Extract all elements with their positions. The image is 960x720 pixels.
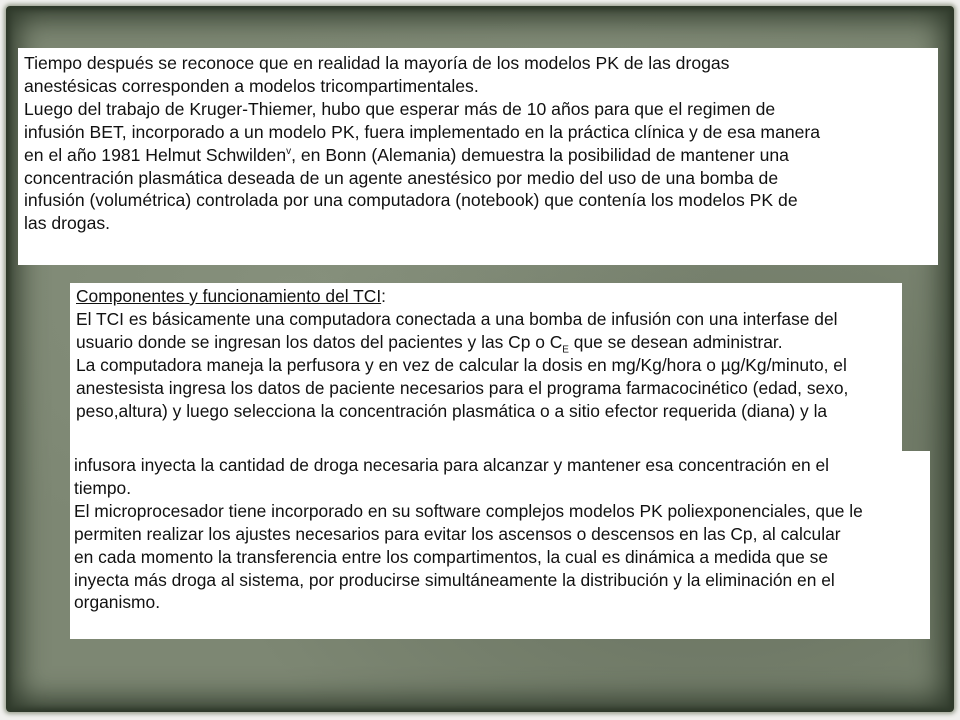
paragraph-tci-text-b: que se desean administrar. bbox=[568, 331, 783, 352]
text-panel-microprocessor bbox=[70, 451, 930, 639]
section-heading-line bbox=[76, 285, 898, 308]
paragraph-tci-text-a: El TCI es básicamente una computadora conectada a una bomba de infusión con una interfase del usuario donde se ingresan los datos del pacientes y las Cp o C bbox=[76, 308, 838, 352]
paragraph-infusion-continuation: infusora inyecta la cantidad de droga necesaria para alcanzar y mantener esa concentración en el tiempo. bbox=[74, 455, 830, 498]
section-heading: Componentes y funcionamiento del TCI bbox=[76, 286, 382, 306]
footnote-superscript: v bbox=[286, 145, 292, 157]
paragraph-tci-definition bbox=[76, 308, 898, 354]
section-heading-colon: : bbox=[381, 286, 386, 306]
ce-subscript: E bbox=[562, 344, 569, 356]
paragraph-schwilden bbox=[24, 98, 934, 235]
text-panel-tci-components bbox=[70, 283, 902, 451]
paragraph-schwilden-text-b: , en Bonn (Alemania) demuestra la posibilidad de mantener una concentración plasmática deseada de un agente anestésico por medio del uso de una bomba de infusión (volumétrica) controlada por una computadora (notebook) que contenía los modelos PK de las drogas. bbox=[24, 144, 798, 234]
paragraph-computer-operation: La computadora maneja la perfusora y en vez de calcular la dosis en mg/Kg/hora o µg/Kg/minuto, el anestesista ingresa los datos de paciente necesarios para el programa farmacocinético (edad, sexo, peso,altura) y luego selecciona la concentración plasmática o a sitio efector requerida (diana) y la bbox=[76, 354, 849, 421]
text-panel-history bbox=[18, 48, 938, 265]
paragraph-schwilden-text-a: Luego del trabajo de Kruger-Thiemer, hubo que esperar más de 10 años para que el regimen de infusión BET, incorporado a un modelo PK, fuera implementado en la práctica clínica y de esa manera en el año 1981 Helmut Schwilden bbox=[24, 98, 821, 165]
paragraph-microprocessor: El microprocesador tiene incorporado en su software complejos modelos PK poliexponenciales, que le permiten realizar los ajustes necesarios para evitar los ascensos o descensos en las Cp, al calcular en cada momento la transferencia entre los compartimentos, la cual es dinámica a medida que se inyecta más droga al sistema, por producirse simultáneamente la distribución y la eliminación en el organismo. bbox=[74, 500, 863, 613]
paragraph-pk-models: Tiempo después se reconoce que en realidad la mayoría de los modelos PK de las drogas anestésicas corresponden a modelos tricompartimentales. bbox=[24, 53, 730, 96]
